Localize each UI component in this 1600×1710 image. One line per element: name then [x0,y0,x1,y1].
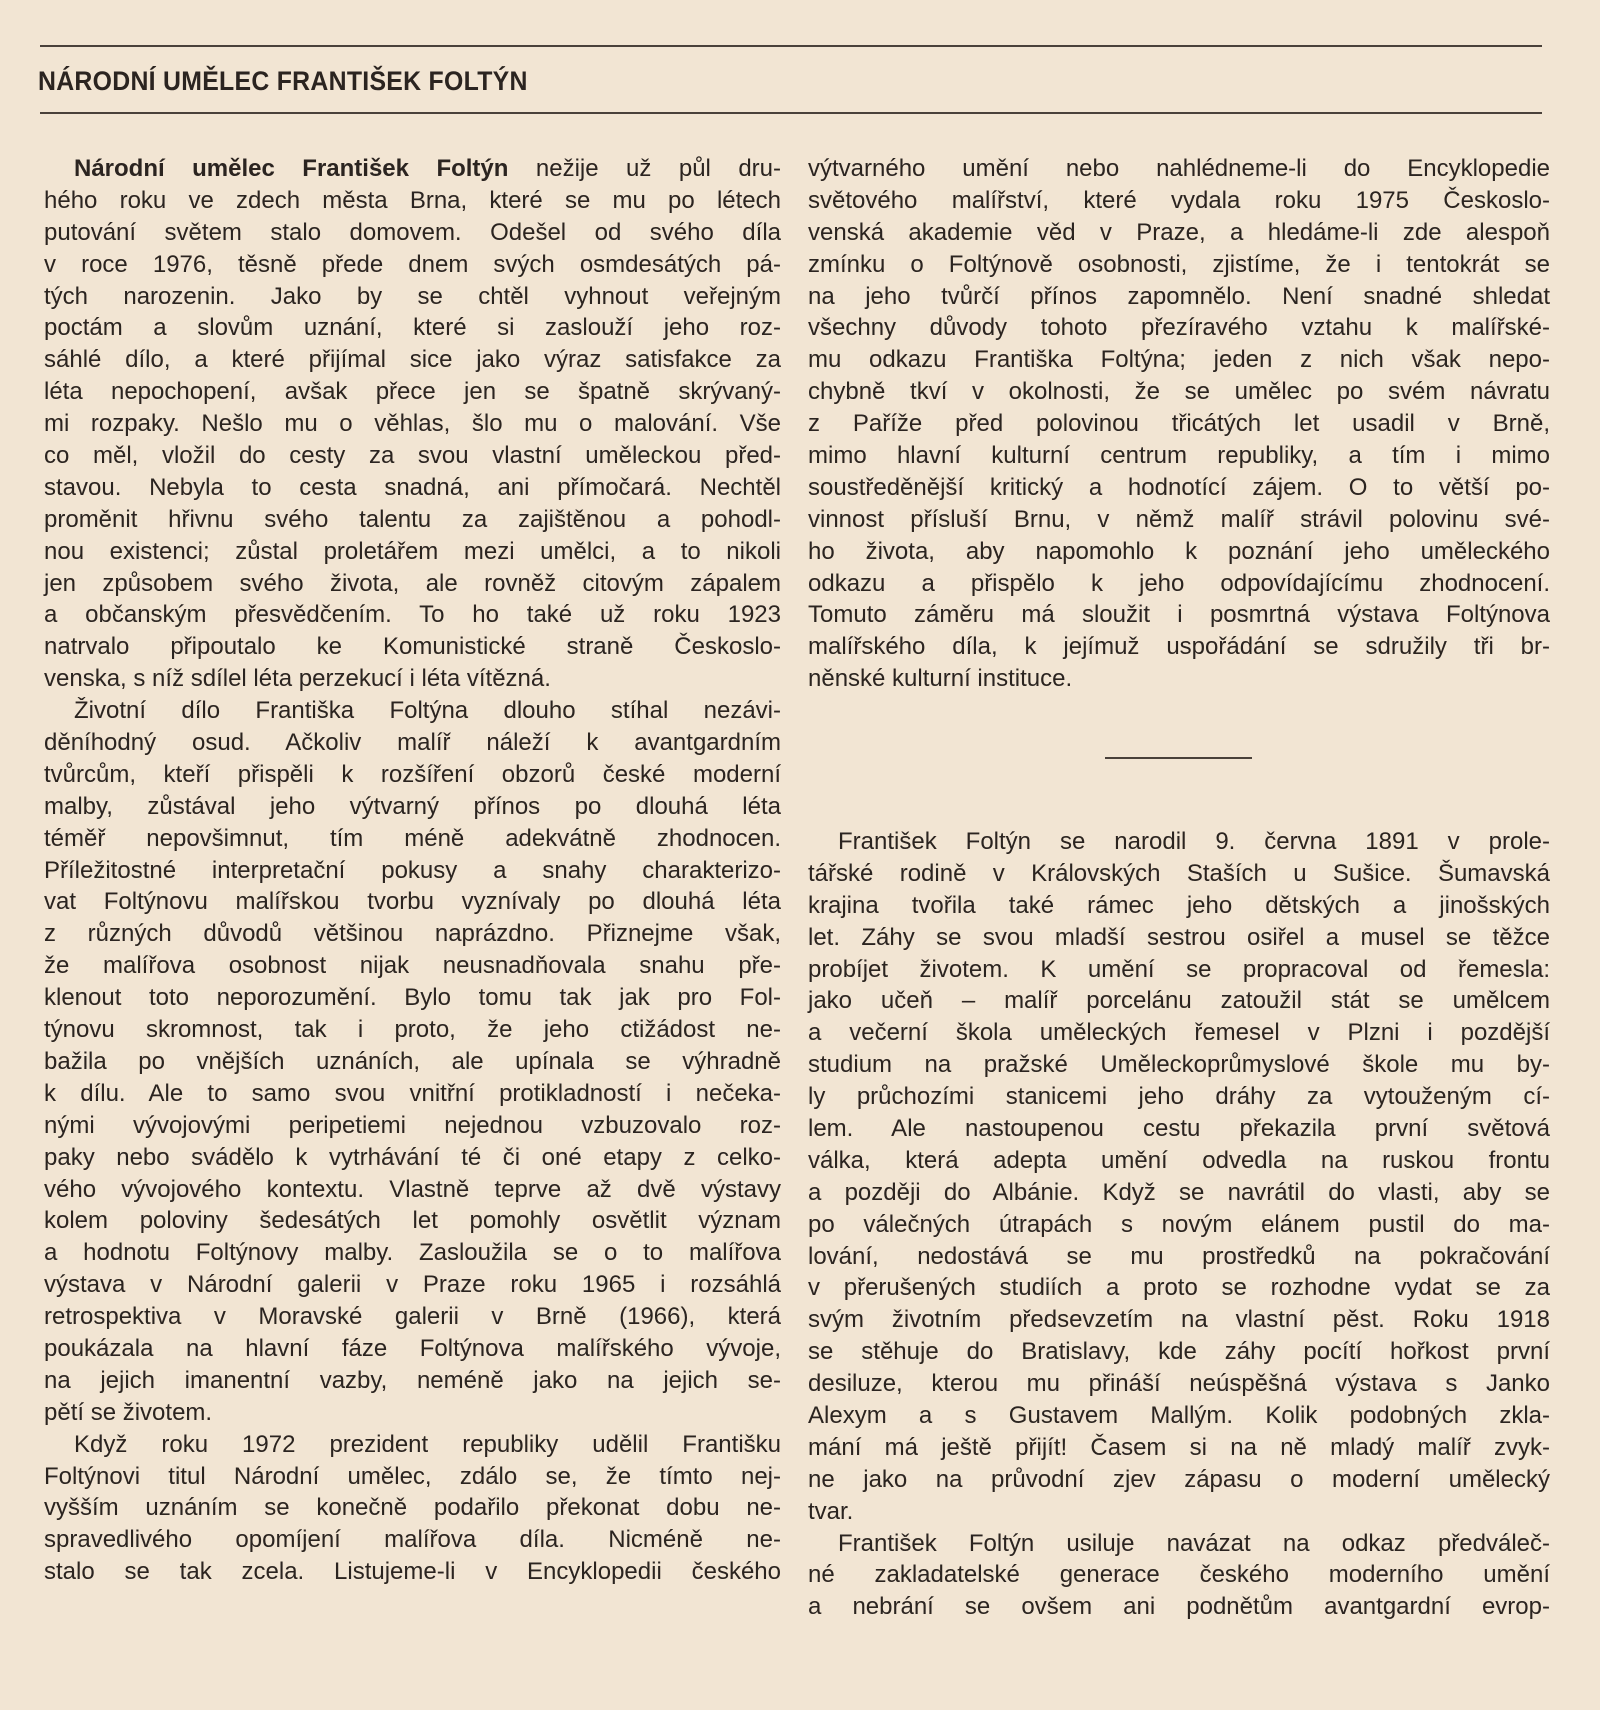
text-line: léta nepochopení, avšak přece jen se špatně skrývaný- [44,378,781,406]
paragraph-6 [808,1528,1550,1624]
text-line: tých narozenin. Jako by se chtěl vyhnout veřejným [44,282,781,310]
text-line: tvar. [808,1497,854,1525]
text-line: mi rozpaky. Nešlo mu o věhlas, šlo mu o malování. Vše [44,410,781,438]
text-line: putování světem stalo domovem. Odešel od svého díla [44,218,781,246]
text-line: natrvalo připoutalo ke Komunistické straně Českoslo- [44,633,781,661]
text-line: a hodnotu Foltýnovy malby. Zasloužila se o to malířova [44,1239,781,1267]
top-rule [40,45,1542,47]
title-rule [40,112,1542,114]
text-line: vat Foltýnovu malířskou tvorbu vyznívaly po dlouhá léta [44,888,781,916]
text-line: a později do Albánie. Když se navrátil do vlasti, aby se [808,1178,1550,1206]
paragraph-5 [808,826,1550,1528]
text-line: ly průchozími stanicemi jeho dráhy za vytouženým cí- [808,1083,1550,1111]
text-line: všechny důvody tohoto přezíravého vztahu k malířské- [808,314,1550,342]
text-line: sáhlé dílo, a které přijímal sice jako výraz satisfakce za [44,346,781,374]
paragraph-4 [808,153,1550,695]
text-line: ne jako na průvodní zjev zápasu o moderní umělecký [808,1465,1550,1493]
text-line: v roce 1976, těsně přede dnem svých osmdesátých pá- [44,250,781,278]
text-line: a večerní škola uměleckých řemesel v Plzni i pozdější [808,1019,1550,1047]
text-line: František Foltýn se narodil 9. června 1891 v prole- [838,828,1550,855]
left-column [44,153,781,1588]
text-line: něnské kulturní instituce. [808,665,1073,693]
text-line: let. Záhy se svou mladší sestrou osiřel a musel se těžce [808,923,1550,951]
text-line: vyšším uznáním se konečně podařilo překonat dobu ne- [44,1494,781,1522]
text-line: malířského díla, k jejímuž uspořádání se sdružily tři br- [808,633,1550,661]
text-line: tářské rodině v Královských Staších u Sušice. Šumavská [808,859,1550,887]
text-line: lem. Ale nastoupenou cestu překazila první světová [808,1115,1550,1143]
text-line: bažila po vnějších uznáních, ale upínala se výhradně [44,1047,781,1075]
text-line: mání má ještě přijít! Časem si na ně mladý malíř zvyk- [808,1433,1550,1461]
text-line: a občanským přesvědčením. To ho také už roku 1923 [44,601,781,629]
text-line: probíjet životem. K umění se propracoval od řemesla: [808,955,1550,983]
text-line: v přerušených studiích a proto se rozhodne vydat se za [808,1274,1550,1302]
text-line: na jeho tvůrčí přínos zapomnělo. Není snadné shledat [808,282,1550,310]
text-line: chybně tkví v okolnosti, že se umělec po svém návratu [808,378,1550,406]
text-line: mu odkazu Františka Foltýna; jeden z nich však nepo- [808,346,1550,374]
text-line: né zakladatelské generace českého moderního umění [808,1561,1550,1589]
text-line: se stěhuje do Bratislavy, kde záhy pocítí hořkost první [808,1338,1550,1366]
article-title: NÁRODNÍ UMĚLEC FRANTIŠEK FOLTÝN [38,66,528,96]
text-line: Životní dílo Františka Foltýna dlouho stíhal nezávi- [74,697,781,725]
text-line: spravedlivého opomíjení malířova díla. Nicméně ne- [44,1526,781,1554]
text-line: paky nebo svádělo k vytrhávání té či oné etapy z celko- [44,1143,781,1171]
right-column-lower [808,826,1550,1623]
lead-line [44,153,781,185]
text-line: stalo se tak zcela. Listujeme-li v Encyklopedii českého [44,1558,781,1586]
text-line: krajina tvořila také rámec jeho dětských a jinošských [808,891,1550,919]
text-line: a nebrání se ovšem ani podnětům avantgardní evrop- [808,1593,1550,1621]
text-line: jen způsobem svého života, ale rovněž citovým zápalem [44,569,781,597]
text-line: vého vývojového kontextu. Vlastně teprve až dvě výstavy [44,1175,781,1203]
text-line: děníhodný osud. Ačkoliv malíř náleží k avantgardním [44,729,781,757]
text-line: Když roku 1972 prezident republiky udělil Františku [74,1430,781,1458]
text-line: poukázala na hlavní fáze Foltýnova malířského vývoje, [44,1334,781,1362]
text-line: nou existenci; zůstal proletářem mezi umělci, a to nikoli [44,537,781,565]
text-line: Příležitostné interpretační pokusy a snahy charakterizo- [44,856,781,884]
text-line: světového malířství, které vydala roku 1975 Českoslo- [808,186,1550,214]
text-line: po válečných útrapách s novým elánem pustil do ma- [808,1210,1550,1238]
text-line: lování, nedostává se mu prostředků na pokračování [808,1242,1550,1270]
text-line: týnovu skromnost, tak i proto, že jeho ctižádost ne- [44,1016,781,1044]
text-line: poctám a slovům uznání, které si zaslouží jeho roz- [44,314,781,342]
text-line: jako učeň – malíř porcelánu zatoužil stát se umělcem [808,987,1550,1015]
text-line: téměř nepovšimnut, tím méně adekvátně zhodnocen. [44,824,781,852]
text-line: Foltýnovi titul Národní umělec, zdálo se, že tímto nej- [44,1462,781,1490]
lead-rest: nežije už půl dru- [508,155,781,182]
text-line: z různých důvodů většinou naprázdno. Přiznejme však, [44,920,781,948]
text-line: soustředěnější kritický a hodnotící zájem. O to větší po- [808,473,1550,501]
text-line: klenout toto neporozumění. Bylo tomu tak jak pro Fol- [44,984,781,1012]
text-line: studium na pražské Uměleckoprůmyslové škole mu by- [808,1051,1550,1079]
text-line: proměnit hřivnu svého talentu za zajištěnou a pohodl- [44,505,781,533]
text-line: hého roku ve zdech města Brna, které se mu po létech [44,186,781,214]
right-column [808,153,1550,695]
text-line: k dílu. Ale to samo svou vnitřní protikladností i nečeka- [44,1079,781,1107]
text-line: Alexym a s Gustavem Mallým. Kolik podobných zkla- [808,1402,1550,1430]
text-line: mimo hlavní kulturní centrum republiky, a tím i mimo [808,442,1550,470]
text-line: co měl, vložil do cesty za svou vlastní uměleckou před- [44,442,781,470]
paragraph-2 [44,695,781,1428]
paragraph-1 [44,185,781,695]
lead-bold: Národní umělec František Foltýn [74,155,509,182]
text-line: František Foltýn usiluje navázat na odkaz předváleč- [838,1529,1550,1557]
text-line: z Paříže před polovinou třicátých let usadil v Brně, [808,410,1550,438]
text-line: stavou. Nebyla to cesta snadná, ani přímočará. Nechtěl [44,473,781,501]
text-line: retrospektiva v Moravské galerii v Brně (1966), která [44,1303,781,1331]
paragraph-3 [44,1429,781,1588]
text-line: desiluze, kterou mu přináší neúspěšná výstava s Janko [808,1370,1550,1398]
text-line: na jejich imanentní vazby, neméně jako na jejich se- [44,1366,781,1394]
text-line: kolem poloviny šedesátých let pomohly osvětlit význam [44,1207,781,1235]
text-line: že malířova osobnost nijak neusnadňovala snahu pře- [44,952,781,980]
text-line: výstava v Národní galerii v Praze roku 1965 i rozsáhlá [44,1271,781,1299]
text-line: svým životním předsevzetím na vlastní pěst. Roku 1918 [808,1306,1550,1334]
text-line: pětí se životem. [44,1398,213,1426]
text-line: venská akademie věd v Praze, a hledáme-li zde alespoň [808,218,1550,246]
text-line: nými vývojovými peripetiemi nejednou vzbuzovalo roz- [44,1111,781,1139]
section-divider [1105,757,1252,759]
text-line: výtvarného umění nebo nahlédneme-li do Encyklopedie [808,155,1550,182]
text-line: vinnost přísluší Brnu, v němž malíř strávil polovinu své- [808,505,1550,533]
text-line: malby, zůstával jeho výtvarný přínos po dlouhá léta [44,792,781,820]
text-line: zmínku o Foltýnově osobnosti, zjistíme, že i tentokrát se [808,250,1550,278]
text-line: tvůrcům, kteří přispěli k rozšíření obzorů české moderní [44,760,781,788]
text-line: venska, s níž sdílel léta perzekucí i léta vítězná. [44,665,551,693]
text-line: odkazu a přispělo k jeho odpovídajícímu zhodnocení. [808,569,1550,597]
text-line: ho života, aby napomohlo k poznání jeho uměleckého [808,537,1550,565]
text-line: válka, která adepta umění odvedla na ruskou frontu [808,1146,1550,1174]
text-line: Tomuto záměru má sloužit i posmrtná výstava Foltýnova [808,601,1550,629]
